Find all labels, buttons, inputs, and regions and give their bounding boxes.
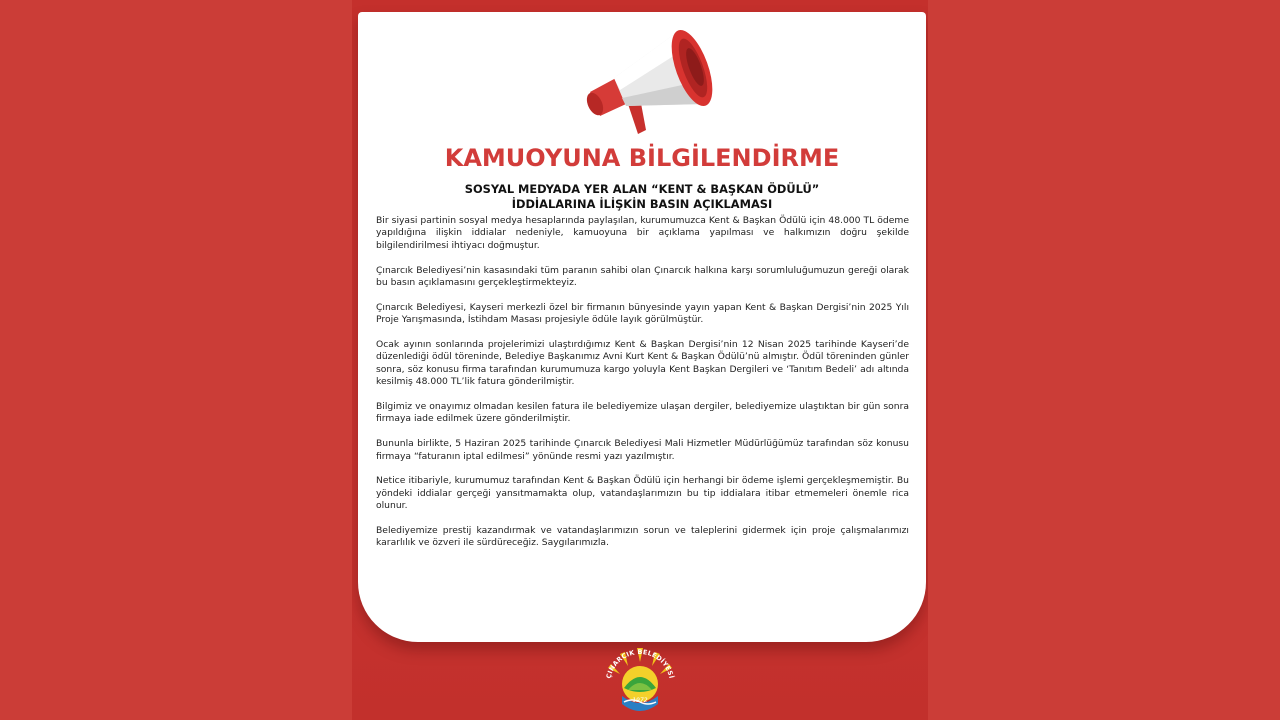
subtitle-line: SOSYAL MEDYADA YER ALAN “KENT & BAŞKAN ÖDÜLÜ” — [464, 182, 820, 196]
municipality-logo — [602, 640, 678, 720]
megaphone-icon — [576, 20, 716, 148]
paragraph: Netice itibariyle, kurumumuz tarafından Kent & Başkan Ödülü için herhangi bir ödeme işlemi gerçekleşmemiştir. Bu yöndeki iddialar gerçeği yansıtmamakta olup, vatandaşlarımızın bu tip iddialara itibar etmemeleri önemle rica olunur. — [376, 475, 909, 512]
announcement-poster — [352, 0, 928, 720]
paragraph: Bununla birlikte, 5 Haziran 2025 tarihinde Çınarcık Belediyesi Mali Hizmetler Müdürlüğümüz tarafından söz konusu firmaya “faturanın iptal edilmesi” yönünde resmi yazı yazılmıştır. — [376, 438, 909, 462]
subtitle-line: İDDİALARINA İLİŞKİN BASIN AÇIKLAMASI — [511, 197, 773, 211]
paragraph: Bilgimiz ve onayımız olmadan kesilen fatura ile belediyemize ulaşan dergiler, belediyemize ulaştıktan bir gün sonra firmaya iade edilmek üzere gönderilmiştir. — [376, 401, 909, 425]
page-title: KAMUOYUNA BİLGİLENDİRME — [444, 144, 840, 172]
paragraph: Bir siyasi partinin sosyal medya hesaplarında paylaşılan, kurumumuzca Kent & Başkan Ödülü için 48.000 TL ödeme yapıldığına ilişkin iddialar nedeniyle, kamuoyuna bir açıklama yapılması ve halkımızın doğru şekilde bilgilendirilmesi ihtiyacı doğmuştur. — [376, 215, 909, 251]
announcement-card — [358, 12, 926, 642]
statement-body — [376, 215, 909, 562]
logo-year: 1972 — [632, 697, 648, 704]
logo-name: ÇINARCIK BELEDİYESİ — [604, 647, 676, 680]
paragraph: Çınarcık Belediyesi, Kayseri merkezli özel bir firmanın bünyesinde yayın yapan Kent & Başkan Dergisi’nin 2025 Yılı Proje Yarışmasında, İstihdam Masası projesiyle ödüle layık görülmüştür. — [376, 301, 909, 326]
subtitle — [358, 182, 926, 212]
paragraph: Belediyemize prestij kazandırmak ve vatandaşlarımızın sorun ve taleplerini gidermek için proje çalışmalarımızı kararlılık ve özveri ile sürdüreceğiz. Saygılarımızla. — [376, 525, 909, 549]
paragraph: Çınarcık Belediyesi’nin kasasındaki tüm paranın sahibi olan Çınarcık halkına karşı sorumluluğumuzun gereği olarak bu basın açıklamasını gerçekleştirmekteyiz. — [376, 264, 909, 289]
paragraph: Ocak ayının sonlarında projelerimizi ulaştırdığımız Kent & Başkan Dergisi’nin 12 Nisan 2025 tarihinde Kayseri’de düzenlediği ödül töreninde, Belediye Başkanımız Avni Kurt Kent & Başkan Ödülü’nü almıştır. Ödül töreninden günler sonra, söz konusu firma tarafından kurumumuza kargo yoluyla Kent Başkan Dergileri ve ‘Tanıtım Bedeli’ adı altında kesilmiş 48.000 TL’lik fatura gönderilmiştir. — [376, 339, 909, 388]
